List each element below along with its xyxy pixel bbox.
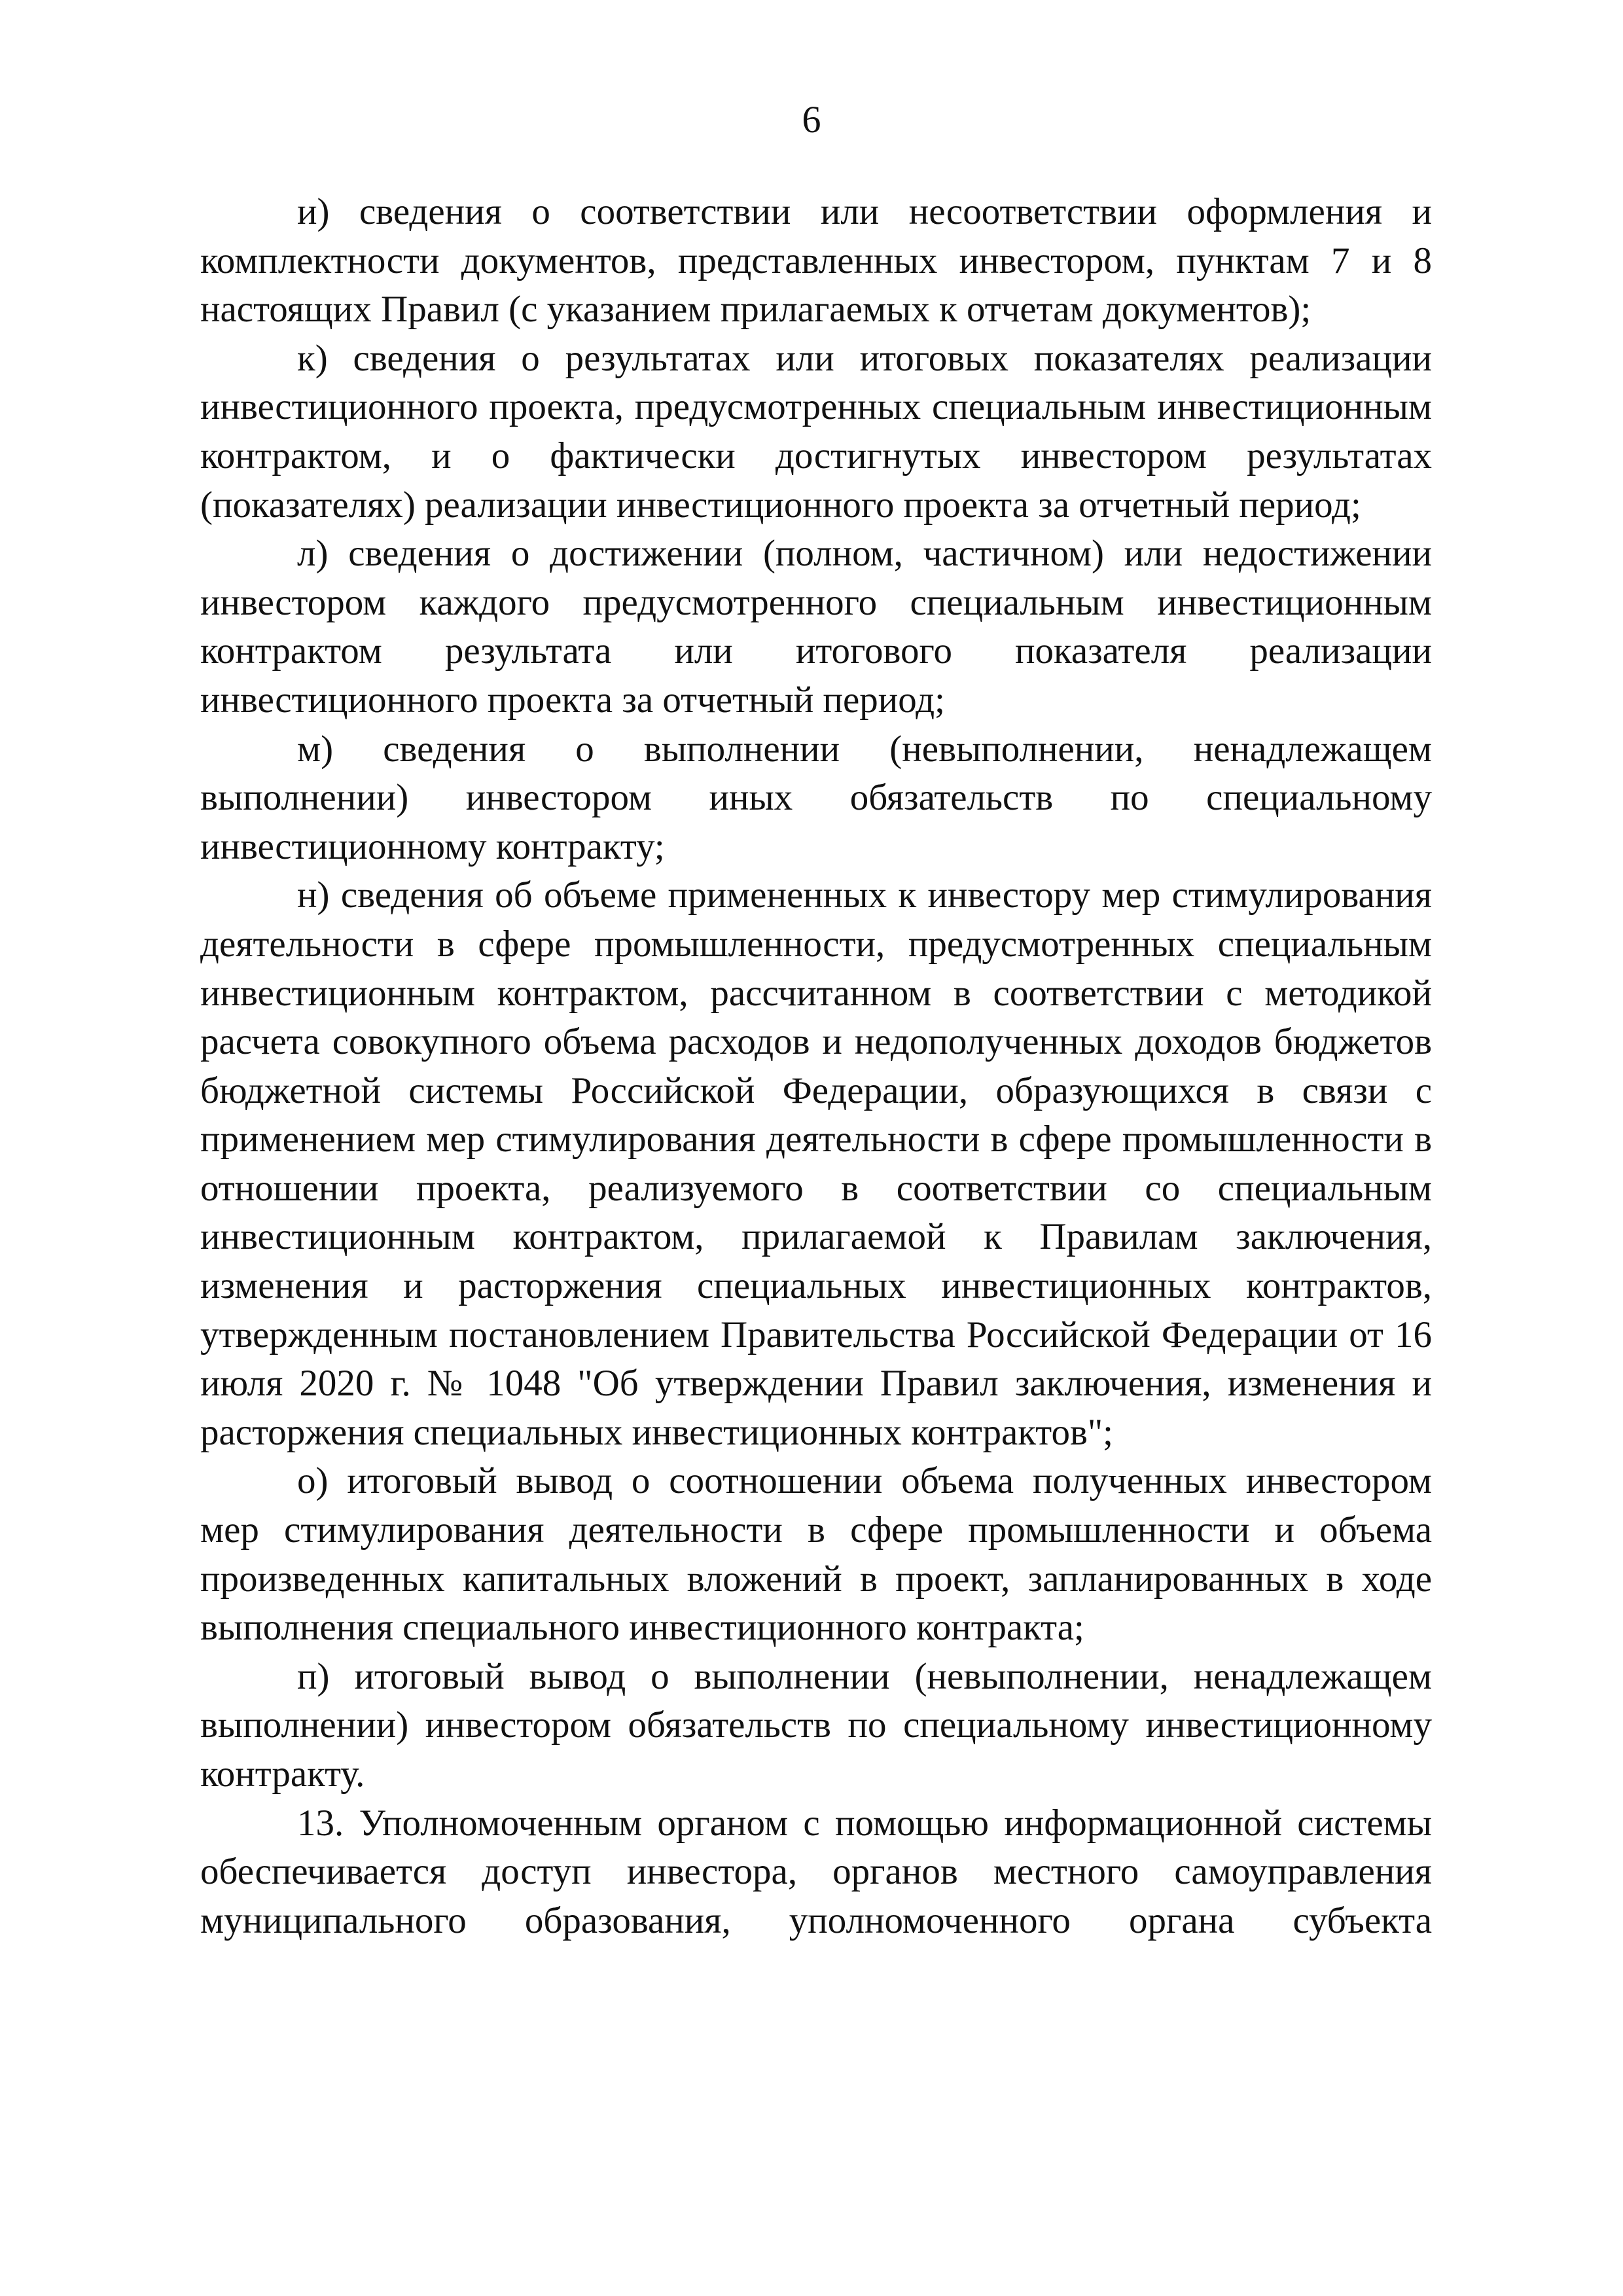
page-number: 6 xyxy=(802,98,821,141)
paragraph-item-k xyxy=(200,334,1432,529)
item-marker: о) xyxy=(297,1460,329,1502)
paragraph-item-n xyxy=(200,871,1432,1457)
paragraph-section-13 xyxy=(200,1799,1432,1946)
paragraph-item-p xyxy=(200,1653,1432,1799)
item-marker: и) xyxy=(297,191,330,232)
item-marker: н) xyxy=(297,874,330,916)
item-marker: п) xyxy=(297,1655,330,1697)
document-body xyxy=(200,188,1432,1945)
paragraph-text: итоговый вывод о выполнении (невыполнении, ненадлежащем выполнении) инвестором обязательств по специальному инвестиционному контракту. xyxy=(200,1655,1433,1795)
item-marker: к) xyxy=(297,337,328,379)
paragraph-text: сведения о результатах или итоговых показателях реализации инвестиционного проекта, предусмотренных специальным инвестиционным контрактом, и о фактически достигнутых инвестором результатах (показателях) реализации инвестиционного проекта за отчетный период; xyxy=(200,337,1432,526)
item-marker: л) xyxy=(297,533,329,575)
paragraph-text: Уполномоченным органом с помощью информационной системы обеспечивается доступ инвестора, органов местного самоуправления муниципального образования, уполномоченного органа субъекта xyxy=(200,1802,1432,1941)
paragraph-item-i xyxy=(200,188,1432,334)
paragraph-text: сведения о выполнении (невыполнении, ненадлежащем выполнении) инвестором иных обязательств по специальному инвестиционному контракту; xyxy=(200,728,1432,867)
paragraph-text: сведения об объеме примененных к инвестору мер стимулирования деятельности в сфере промышленности, предусмотренных специальным инвестиционным контрактом, рассчитанном в соответствии с методикой расчета совокупного объема расходов и недополученных доходов бюджетов бюджетной системы Российской Федерации, образующихся в связи с применением мер стимулирования деятельности в сфере промышленности в отношении проекта, реализуемого в соответствии со специальным инвестиционным контрактом, прилагаемой к Правилам заключения, изменения и расторжения специальных инвестиционных контрактов, утвержденным постановлением Правительства Российской Федерации от 16 июля 2020 г. № 1048 "Об утверждении Правил заключения, изменения и расторжения специальных инвестиционных контрактов"; xyxy=(200,874,1432,1453)
item-marker: м) xyxy=(297,728,334,770)
paragraph-item-o xyxy=(200,1457,1432,1652)
paragraph-text: итоговый вывод о соотношении объема полученных инвестором мер стимулирования деятельности в сфере промышленности и объема произведенных капитальных вложений в проект, запланированных в ходе выполнения специального инвестиционного контракта; xyxy=(200,1460,1432,1649)
paragraph-item-l xyxy=(200,529,1432,725)
paragraph-text: сведения о соответствии или несоответствии оформления и комплектности документов, представленных инвестором, пунктам 7 и 8 настоящих Правил (с указанием прилагаемых к отчетам документов); xyxy=(200,191,1433,331)
paragraph-text: сведения о достижении (полном, частичном) или недостижении инвестором каждого предусмотренного специальным инвестиционным контрактом результата или итогового показателя реализации инвестиционного проекта за отчетный период; xyxy=(200,533,1433,721)
item-marker: 13. xyxy=(297,1802,344,1844)
paragraph-item-m xyxy=(200,725,1432,872)
